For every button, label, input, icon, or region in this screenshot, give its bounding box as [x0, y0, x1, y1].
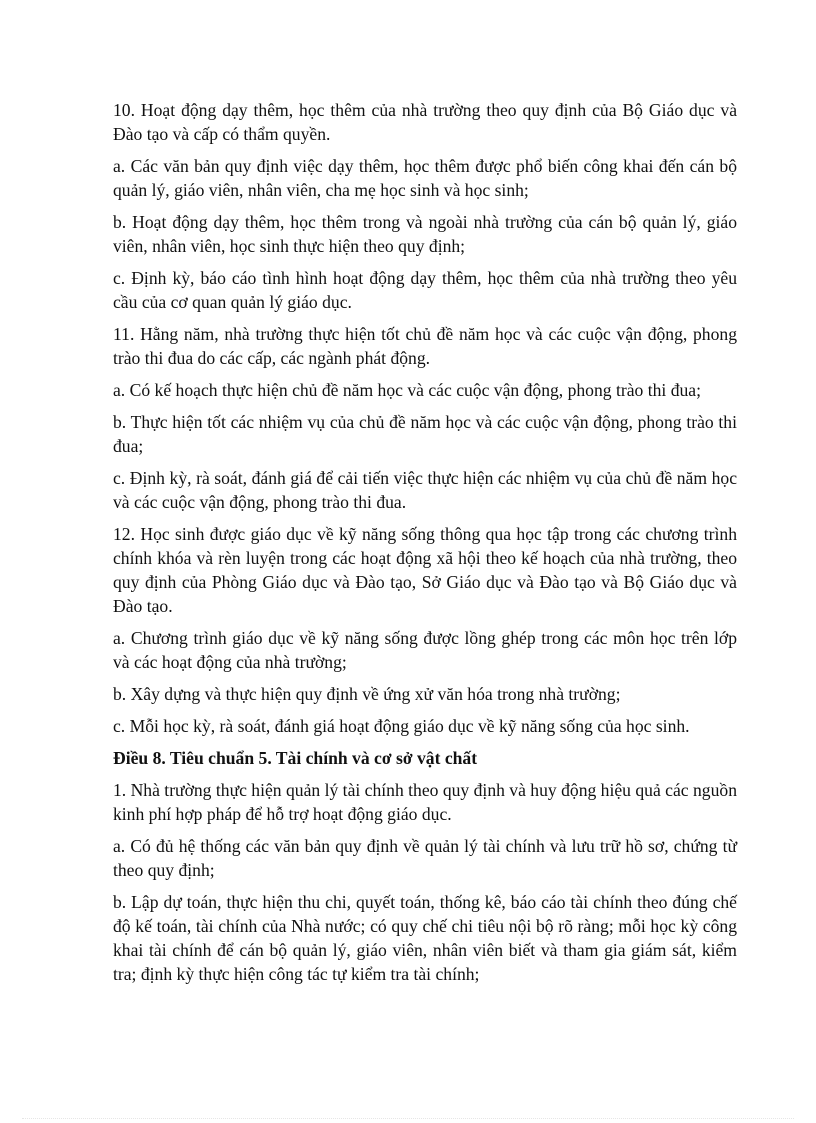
paragraph-item-12b: b. Xây dựng và thực hiện quy định về ứng xử văn hóa trong nhà trường;: [113, 684, 621, 704]
paragraph-item-8-1: 1. Nhà trường thực hiện quản lý tài chính theo quy định và huy động hiệu quả các nguồn kinh phí hợp pháp để hỗ trợ hoạt động giáo dục.: [113, 780, 737, 824]
paragraph-item-11a: a. Có kế hoạch thực hiện chủ đề năm học và các cuộc vận động, phong trào thi đua;: [113, 380, 701, 400]
section-heading: Điều 8. Tiêu chuẩn 5. Tài chính và cơ sở vật chất: [113, 748, 478, 768]
paragraph-item-12a: a. Chương trình giáo dục về kỹ năng sống được lồng ghép trong các môn học trên lớp và các hoạt động của nhà trường;: [113, 628, 737, 672]
paragraph-item-8-1b: b. Lập dự toán, thực hiện thu chi, quyết toán, thống kê, báo cáo tài chính theo đúng chế độ kế toán, tài chính của Nhà nước; có quy chế chi tiêu nội bộ rõ ràng; mỗi học kỳ công khai tài chính để cán bộ quản lý, giáo viên, nhân viên biết và tham gia giám sát, kiểm tra; định kỳ thực hiện công tác tự kiểm tra tài chính;: [113, 892, 737, 984]
paragraph-item-12c: c. Mỗi học kỳ, rà soát, đánh giá hoạt động giáo dục về kỹ năng sống của học sinh.: [113, 716, 690, 736]
paragraph-item-11: 11. Hằng năm, nhà trường thực hiện tốt chủ đề năm học và các cuộc vận động, phong trào thi đua do các cấp, các ngành phát động.: [113, 324, 737, 368]
paragraph-item-10a: a. Các văn bản quy định việc dạy thêm, học thêm được phổ biến công khai đến cán bộ quản lý, giáo viên, nhân viên, cha mẹ học sinh và học sinh;: [113, 156, 737, 200]
paragraph-item-10: 10. Hoạt động dạy thêm, học thêm của nhà trường theo quy định của Bộ Giáo dục và Đào tạo và cấp có thẩm quyền.: [113, 100, 737, 144]
paragraph-item-12: 12. Học sinh được giáo dục về kỹ năng sống thông qua học tập trong các chương trình chính khóa và rèn luyện trong các hoạt động xã hội theo kế hoạch của nhà trường, theo quy định của Phòng Giáo dục và Đào tạo, Sở Giáo dục và Đào tạo và Bộ Giáo dục và Đào tạo.: [113, 524, 737, 616]
page-bottom-divider: [22, 1118, 794, 1119]
paragraph-item-11b: b. Thực hiện tốt các nhiệm vụ của chủ đề năm học và các cuộc vận động, phong trào thi đua;: [113, 412, 737, 456]
paragraph-item-10c: c. Định kỳ, báo cáo tình hình hoạt động dạy thêm, học thêm của nhà trường theo yêu cầu của cơ quan quản lý giáo dục.: [113, 268, 737, 312]
paragraph-item-11c: c. Định kỳ, rà soát, đánh giá để cải tiến việc thực hiện các nhiệm vụ của chủ đề năm học và các cuộc vận động, phong trào thi đua.: [113, 468, 737, 512]
paragraph-item-8-1a: a. Có đủ hệ thống các văn bản quy định về quản lý tài chính và lưu trữ hồ sơ, chứng từ theo quy định;: [113, 836, 737, 880]
paragraph-item-10b: b. Hoạt động dạy thêm, học thêm trong và ngoài nhà trường của cán bộ quản lý, giáo viên, nhân viên, học sinh thực hiện theo quy định;: [113, 212, 737, 256]
document-page: [113, 98, 737, 994]
